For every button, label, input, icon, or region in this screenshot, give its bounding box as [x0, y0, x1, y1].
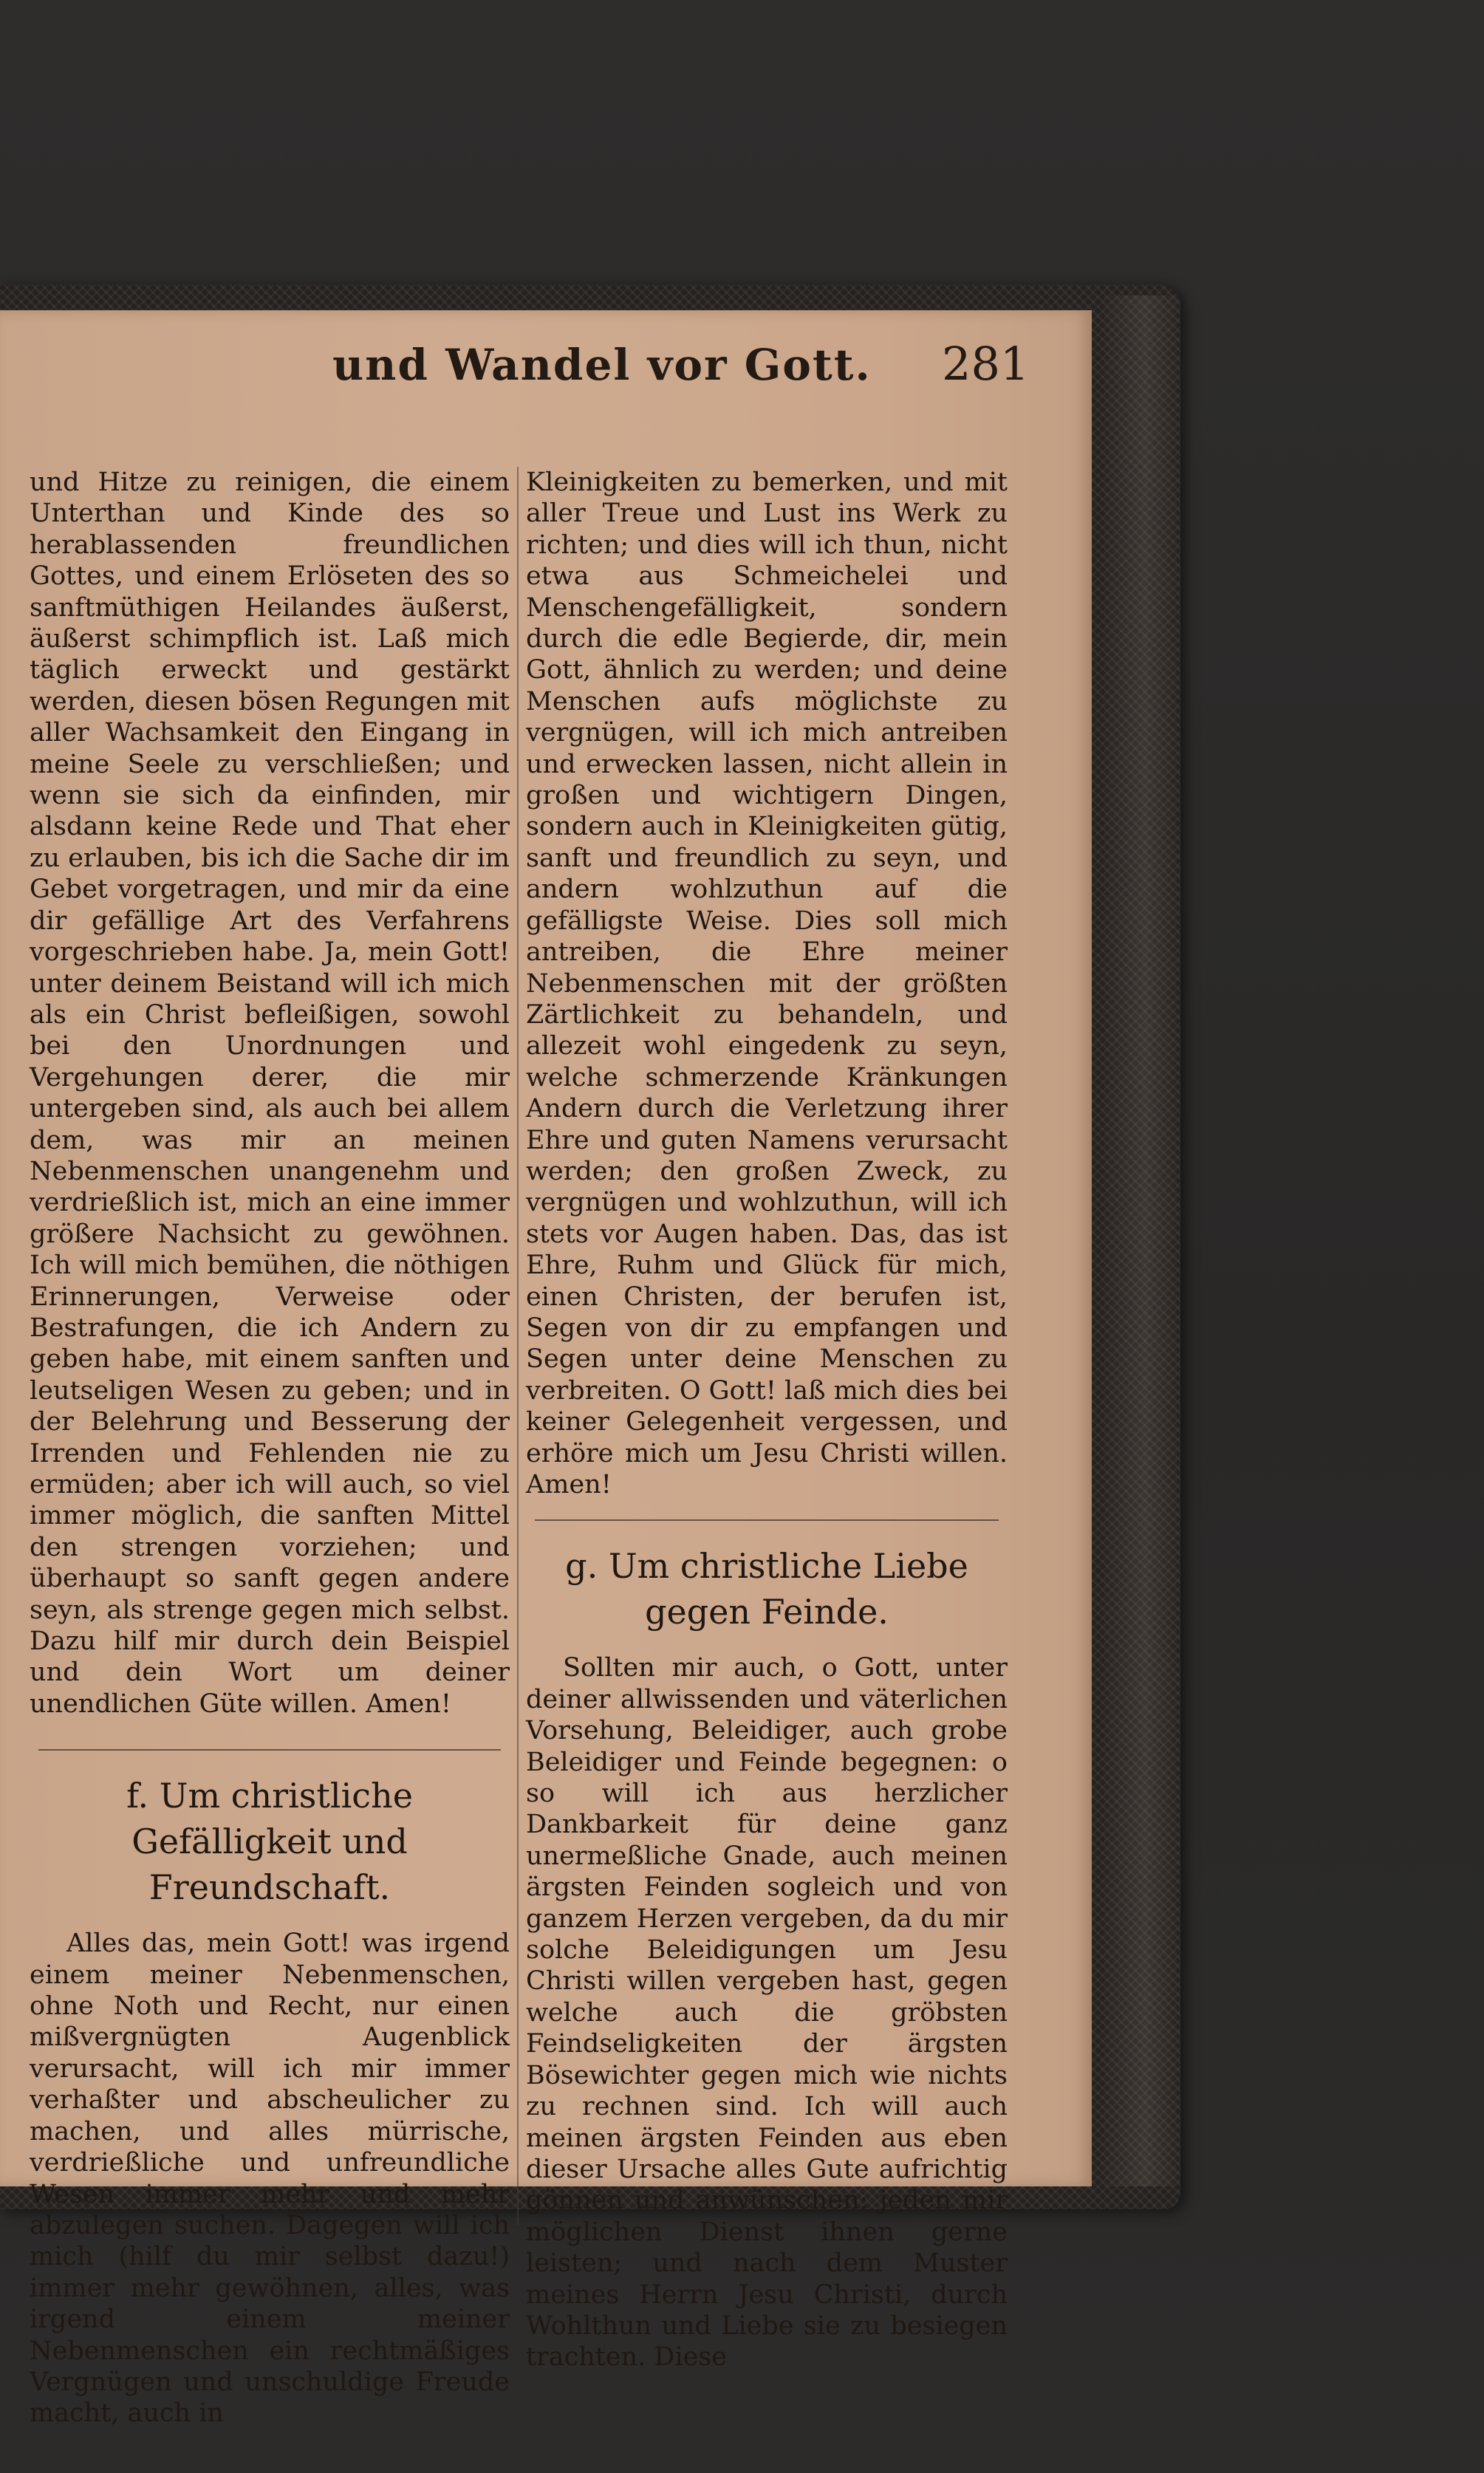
section-heading-f: f. Um christliche Gefälligkeit und Freundschaft. [126, 1776, 413, 1908]
page-header [0, 332, 1092, 406]
book-page [0, 310, 1092, 2429]
right-column [526, 467, 1008, 2373]
column-divider [517, 467, 519, 2225]
worn-cover-edge [1101, 295, 1182, 2186]
section-heading-g: g. Um christliche Liebe gegen Feinde. [565, 1546, 968, 1632]
paragraph-continued: und Hitze zu reinigen, die einem Unterthan und Kinde des so herablassenden freundlichen Gottes, und einem Erlöseten des so sanftmüthigen Heilandes äußerst, äußerst schimpflich ist. Laß mich täglich erweckt und gestärkt werden, diesen bösen Regungen mit aller Wachsamkeit den Eingang in meine Seele zu verschließen; und wenn sie sich da einfinden, mir alsdann keine Rede und That eher zu erlauben, bis ich die Sache dir im Gebet vorgetragen, und mir da eine dir gefällige Art des Verfahrens vorgeschrieben habe. Ja, mein Gott! unter deinem Beistand will ich mich als ein Christ befleißigen, sowohl bei den Unordnungen und Vergehungen derer, die mir untergeben sind, als auch bei allem dem, was mir an meinen Nebenmenschen unangenehm und verdrießlich ist, mich an eine immer größere Nachsicht zu gewöhnen. Ich will mich bemühen, die nöthigen Erinnerungen, Verweise oder Bestrafungen, die ich Andern zu geben habe, mit einem sanften und leutseligen Wesen zu geben; und in der Belehrung und Besserung der Irrenden und Fehlenden nie zu ermüden; aber ich will auch, so viel immer möglich, die sanften Mittel den strengen vorziehen; und überhaupt so sanft gegen andere seyn, als strenge gegen mich selbst. Dazu hilf mir durch dein Beispiel und dein Wort um deiner unendlichen Güte willen. Amen! [30, 468, 510, 1719]
section-g-body: Sollten mir auch, o Gott, unter deiner allwissenden und väterlichen Vorsehung, Beleidiger, auch grobe Beleidiger und Feinde begegnen: o so will ich aus herzlicher Dankbarkeit für deine ganz unermeßliche Gnade, auch meinen ärgsten Feinden sogleich und von ganzem Herzen vergeben, da du mir solche Beleidigungen um Jesu Christi willen vergeben hast, gegen welche auch die gröbsten Feindseligkeiten der ärgsten Bösewichter gegen mich wie nichts zu rechnen sind. Ich will auch meinen ärgsten Feinden aus eben dieser Ursache alles Gute aufrichtig gönnen und anwünschen: jeden mir möglichen Dienst ihnen gerne leisten; und nach dem Muster meines Herrn Jesu Christi, durch Wohlthun und Liebe sie zu besiegen trachten. Diese [526, 1653, 1008, 2373]
section-separator [535, 1519, 999, 1521]
running-title: und Wandel vor Gott. [332, 340, 872, 390]
section-separator [38, 1749, 501, 1751]
page-number: 281 [942, 337, 1030, 391]
section-f-body: Alles das, mein Gott! was irgend einem meiner Nebenmenschen, ohne Noth und Recht, nur einen mißvergnügten Augenblick verursacht, will ich mir immer verhaßter und abscheulicher zu machen, und alles mürrische, verdrießliche und unfreundliche Wesen immer mehr und mehr abzulegen suchen. Dagegen will ich mich (hilf du mir selbst dazu!) immer mehr gewöhnen, alles, was irgend einem meiner Nebenmenschen ein rechtmäßiges Vergnügen und unschuldige Freude macht, auch in [30, 1929, 510, 2429]
left-column [30, 467, 510, 2429]
paragraph-continued-right: Kleinigkeiten zu bemerken, und mit aller Treue und Lust ins Werk zu richten; und dies will ich thun, nicht etwa aus Schmeichelei und Menschengefälligkeit, sondern durch die edle Begierde, dir, mein Gott, ähnlich zu werden; und deine Menschen aufs möglichste zu vergnügen, will ich mich antreiben und erwecken lassen, nicht allein in großen und wichtigern Dingen, sondern auch in Kleinigkeiten gütig, sanft und freundlich zu seyn, und andern wohlzuthun auf die gefälligste Weise. Dies soll mich antreiben, die Ehre meiner Nebenmenschen mit der größten Zärtlichkeit zu behandeln, und allezeit wohl eingedenk zu seyn, welche schmerzende Kränkungen Andern durch die Verletzung ihrer Ehre und guten Namens verursacht werden; den großen Zweck, zu vergnügen und wohlzuthun, will ich stets vor Augen haben. Das, das ist Ehre, Ruhm und Glück für mich, einen Christen, der berufen ist, Segen von dir zu empfangen und Segen unter deine Menschen zu verbreiten. O Gott! laß mich dies bei keiner Gelegenheit vergessen, und erhöre mich um Jesu Christi willen. Amen! [526, 468, 1008, 1499]
